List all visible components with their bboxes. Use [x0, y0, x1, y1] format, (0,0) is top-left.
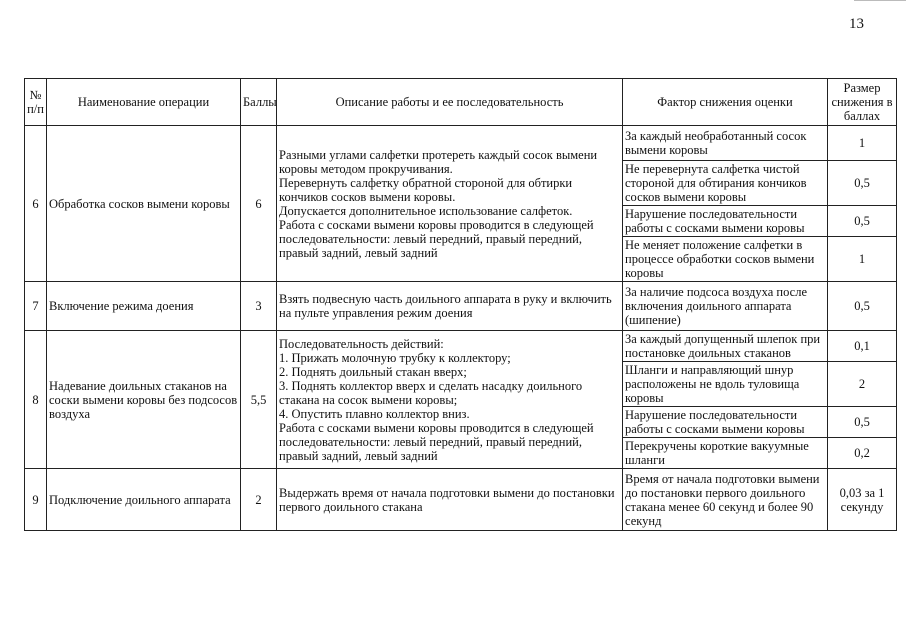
row-points: 6 [241, 126, 277, 282]
factor-text: Шланги и направляющий шнур расположены не вдоль туловища коровы [623, 362, 828, 407]
row-description: Выдержать время от начала подготовки вымени до постановки первого доильного стакана [277, 469, 623, 531]
header-factor: Фактор снижения оценки [623, 79, 828, 126]
table-row [25, 331, 897, 362]
row-description: Взять подвесную часть доильного аппарата в руку и включить на пульте управления режим доения [277, 282, 623, 331]
factor-value: 0,1 [828, 331, 897, 362]
factor-value: 0,5 [828, 282, 897, 331]
header-reduction: Размер снижения в баллах [828, 79, 897, 126]
factor-value: 2 [828, 362, 897, 407]
factor-text: За каждый необработанный сосок вымени коровы [623, 126, 828, 161]
row-points: 5,5 [241, 331, 277, 469]
table-row [25, 282, 897, 331]
operations-table [24, 78, 897, 531]
row-num: 8 [25, 331, 47, 469]
header-operation: Наименование операции [47, 79, 241, 126]
row-num: 7 [25, 282, 47, 331]
factor-value: 0,03 за 1 секунду [828, 469, 897, 531]
factor-value: 0,2 [828, 438, 897, 469]
row-operation: Включение режима доения [47, 282, 241, 331]
factor-value: 0,5 [828, 161, 897, 206]
factor-text: Время от начала подготовки вымени до постановки первого доильного стакана менее 60 секунд и более 90 секунд [623, 469, 828, 531]
header-description: Описание работы и ее последовательность [277, 79, 623, 126]
factor-value: 1 [828, 126, 897, 161]
factor-text: Нарушение последовательности работы с сосками вымени коровы [623, 206, 828, 237]
header-points: Баллы [241, 79, 277, 126]
row-description: Разными углами салфетки протереть каждый сосок вымени коровы методом прокручивания. Перевернуть салфетку обратной стороной для обтирки кончиков сосков вымени коровы. Допускается дополнительное использование салфеток. Работа с сосками вымени коровы проводится в следующей последовательности: левый передний, правый передний, правый задний, левый задний [277, 126, 623, 282]
row-num: 6 [25, 126, 47, 282]
table-row [25, 469, 897, 531]
factor-text: За наличие подсоса воздуха после включения доильного аппарата (шипение) [623, 282, 828, 331]
row-num: 9 [25, 469, 47, 531]
factor-text: За каждый допущенный шлепок при постановке доильных стаканов [623, 331, 828, 362]
row-operation: Подключение доильного аппарата [47, 469, 241, 531]
factor-value: 1 [828, 237, 897, 282]
row-points: 3 [241, 282, 277, 331]
row-operation: Обработка сосков вымени коровы [47, 126, 241, 282]
factor-value: 0,5 [828, 407, 897, 438]
factor-value: 0,5 [828, 206, 897, 237]
factor-text: Не меняет положение салфетки в процессе обработки сосков вымени коровы [623, 237, 828, 282]
row-operation: Надевание доильных стаканов на соски вымени коровы без подсосов воздуха [47, 331, 241, 469]
row-description: Последовательность действий: 1. Прижать молочную трубку к коллектору; 2. Поднять доильный стакан вверх; 3. Поднять коллектор вверх и сделать насадку доильного стакана на сосок вымени коровы; 4. Опустить плавно коллектор вниз. Работа с сосками вымени коровы проводится в следующей последовательности: левый передний, правый передний, правый задний, левый задний [277, 331, 623, 469]
table-row [25, 126, 897, 161]
corner-line [854, 0, 906, 1]
factor-text: Не перевернута салфетка чистой стороной для обтирания кончиков сосков вымени коровы [623, 161, 828, 206]
table-header-row [25, 79, 897, 126]
header-num: № п/п [25, 79, 47, 126]
row-points: 2 [241, 469, 277, 531]
page-number: 13 [849, 16, 864, 32]
factor-text: Перекручены короткие вакуумные шланги [623, 438, 828, 469]
factor-text: Нарушение последовательности работы с сосками вымени коровы [623, 407, 828, 438]
